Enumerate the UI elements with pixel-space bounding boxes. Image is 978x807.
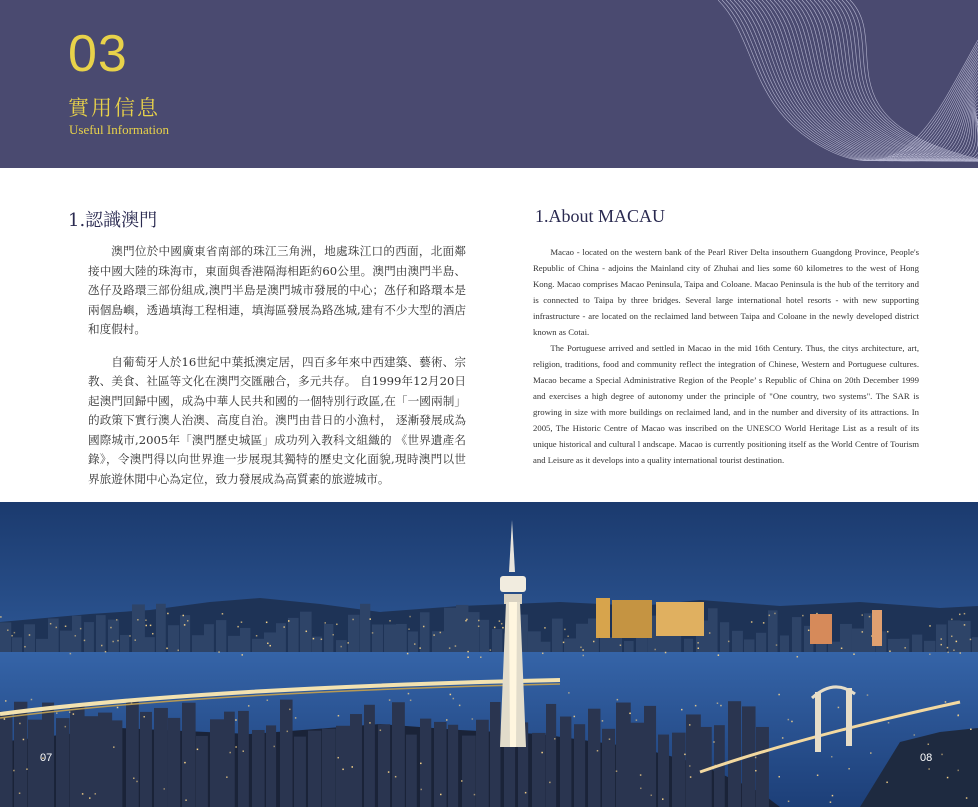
zh-paragraph: 澳門位於中國廣東省南部的珠江三角洲，地處珠江口的西面，北面鄰接中國大陸的珠海市，東面與香港隔海相距約60公里。澳門由澳門半島、氹仔及路環三部份組成,澳門半島是澳門城市發展的中心；氹仔和路環本是兩個島嶼，透過填海工程相連，填海區發展為路氹城,建有不少大型的酒店和度假村。 [88, 244, 466, 336]
page-number-right: 08 [920, 752, 933, 764]
en-paragraph: Macao - located on the western bank of the Pearl River Delta insouthern Guangdong Province, People's Republic of China - adjoins the Mainland city of Zhuhai and lies some 60 kilometres to the west of Hong Kong. Macao comprises Macao Peninsula, Taipa and Coloane. Macao Peninsula is the hub of the territory and is connected to Taipa by three bridges. Several large international hotel resorts - with new supporting infrastructure - are located on the reclaimed land between Taipa and Coloane in the newly developed district known as Cotai. [533, 247, 919, 337]
en-heading: 1.About MACAU [535, 206, 666, 226]
wave-lines-graphic [718, 0, 978, 168]
macau-night-skyline-photo [0, 502, 978, 807]
page-number-left: 07 [40, 752, 53, 764]
en-paragraph: The Portuguese arrived and settled in Macao in the mid 16th Century. Thus, the citys architecture, art, religion, traditions, food and community reflect the integration of Chinese, Western and Portuguese cultures. Macao became a Special Administrative Region of the People’ s Republic of China on 20th December 1999 and exercises a high degree of autonomy under the principle of "One country, two systems". The SAR is growing in size with more buildings on reclaimed land, and in the number and diversity of its attractions. In 2005, The Historic Centre of Macao was inscribed on the UNESCO World Heritage List as a result of its unique historical and cultural l andscape. Macao is currently positioning itself as the World Centre of Tourism and Leisure as it develops into a quality international tourist destination. [533, 343, 919, 465]
section-title-zh: 實用信息 [68, 96, 160, 120]
section-title-en: Useful Information [69, 122, 170, 137]
zh-paragraph: 自葡萄牙人於16世紀中葉抵澳定居，四百多年來中西建築、藝術、宗教、美食、社區等文化在澳門交匯融合，多元共存。 自1999年12月20日起澳門回歸中國，成為中華人民共和國的一個特別行政區,在「一國兩制」的政策下實行澳人治澳、高度自治。澳門由昔日的小漁村， 逐漸發展成為國際城市,2005年「澳門歷史城區」成功列入教科文組織的 《世界遺產名錄》，令澳門得以向世界進一步展現其獨特的歷史文化面貌,現時澳門以世界旅遊休閒中心為定位，致力發展成為高質素的旅遊城市。 [88, 354, 466, 486]
zh-heading: 1.認識澳門 [68, 210, 158, 231]
section-header [0, 0, 978, 168]
section-number: 03 [68, 25, 128, 83]
en-body [533, 244, 919, 468]
zh-body [88, 242, 466, 502]
